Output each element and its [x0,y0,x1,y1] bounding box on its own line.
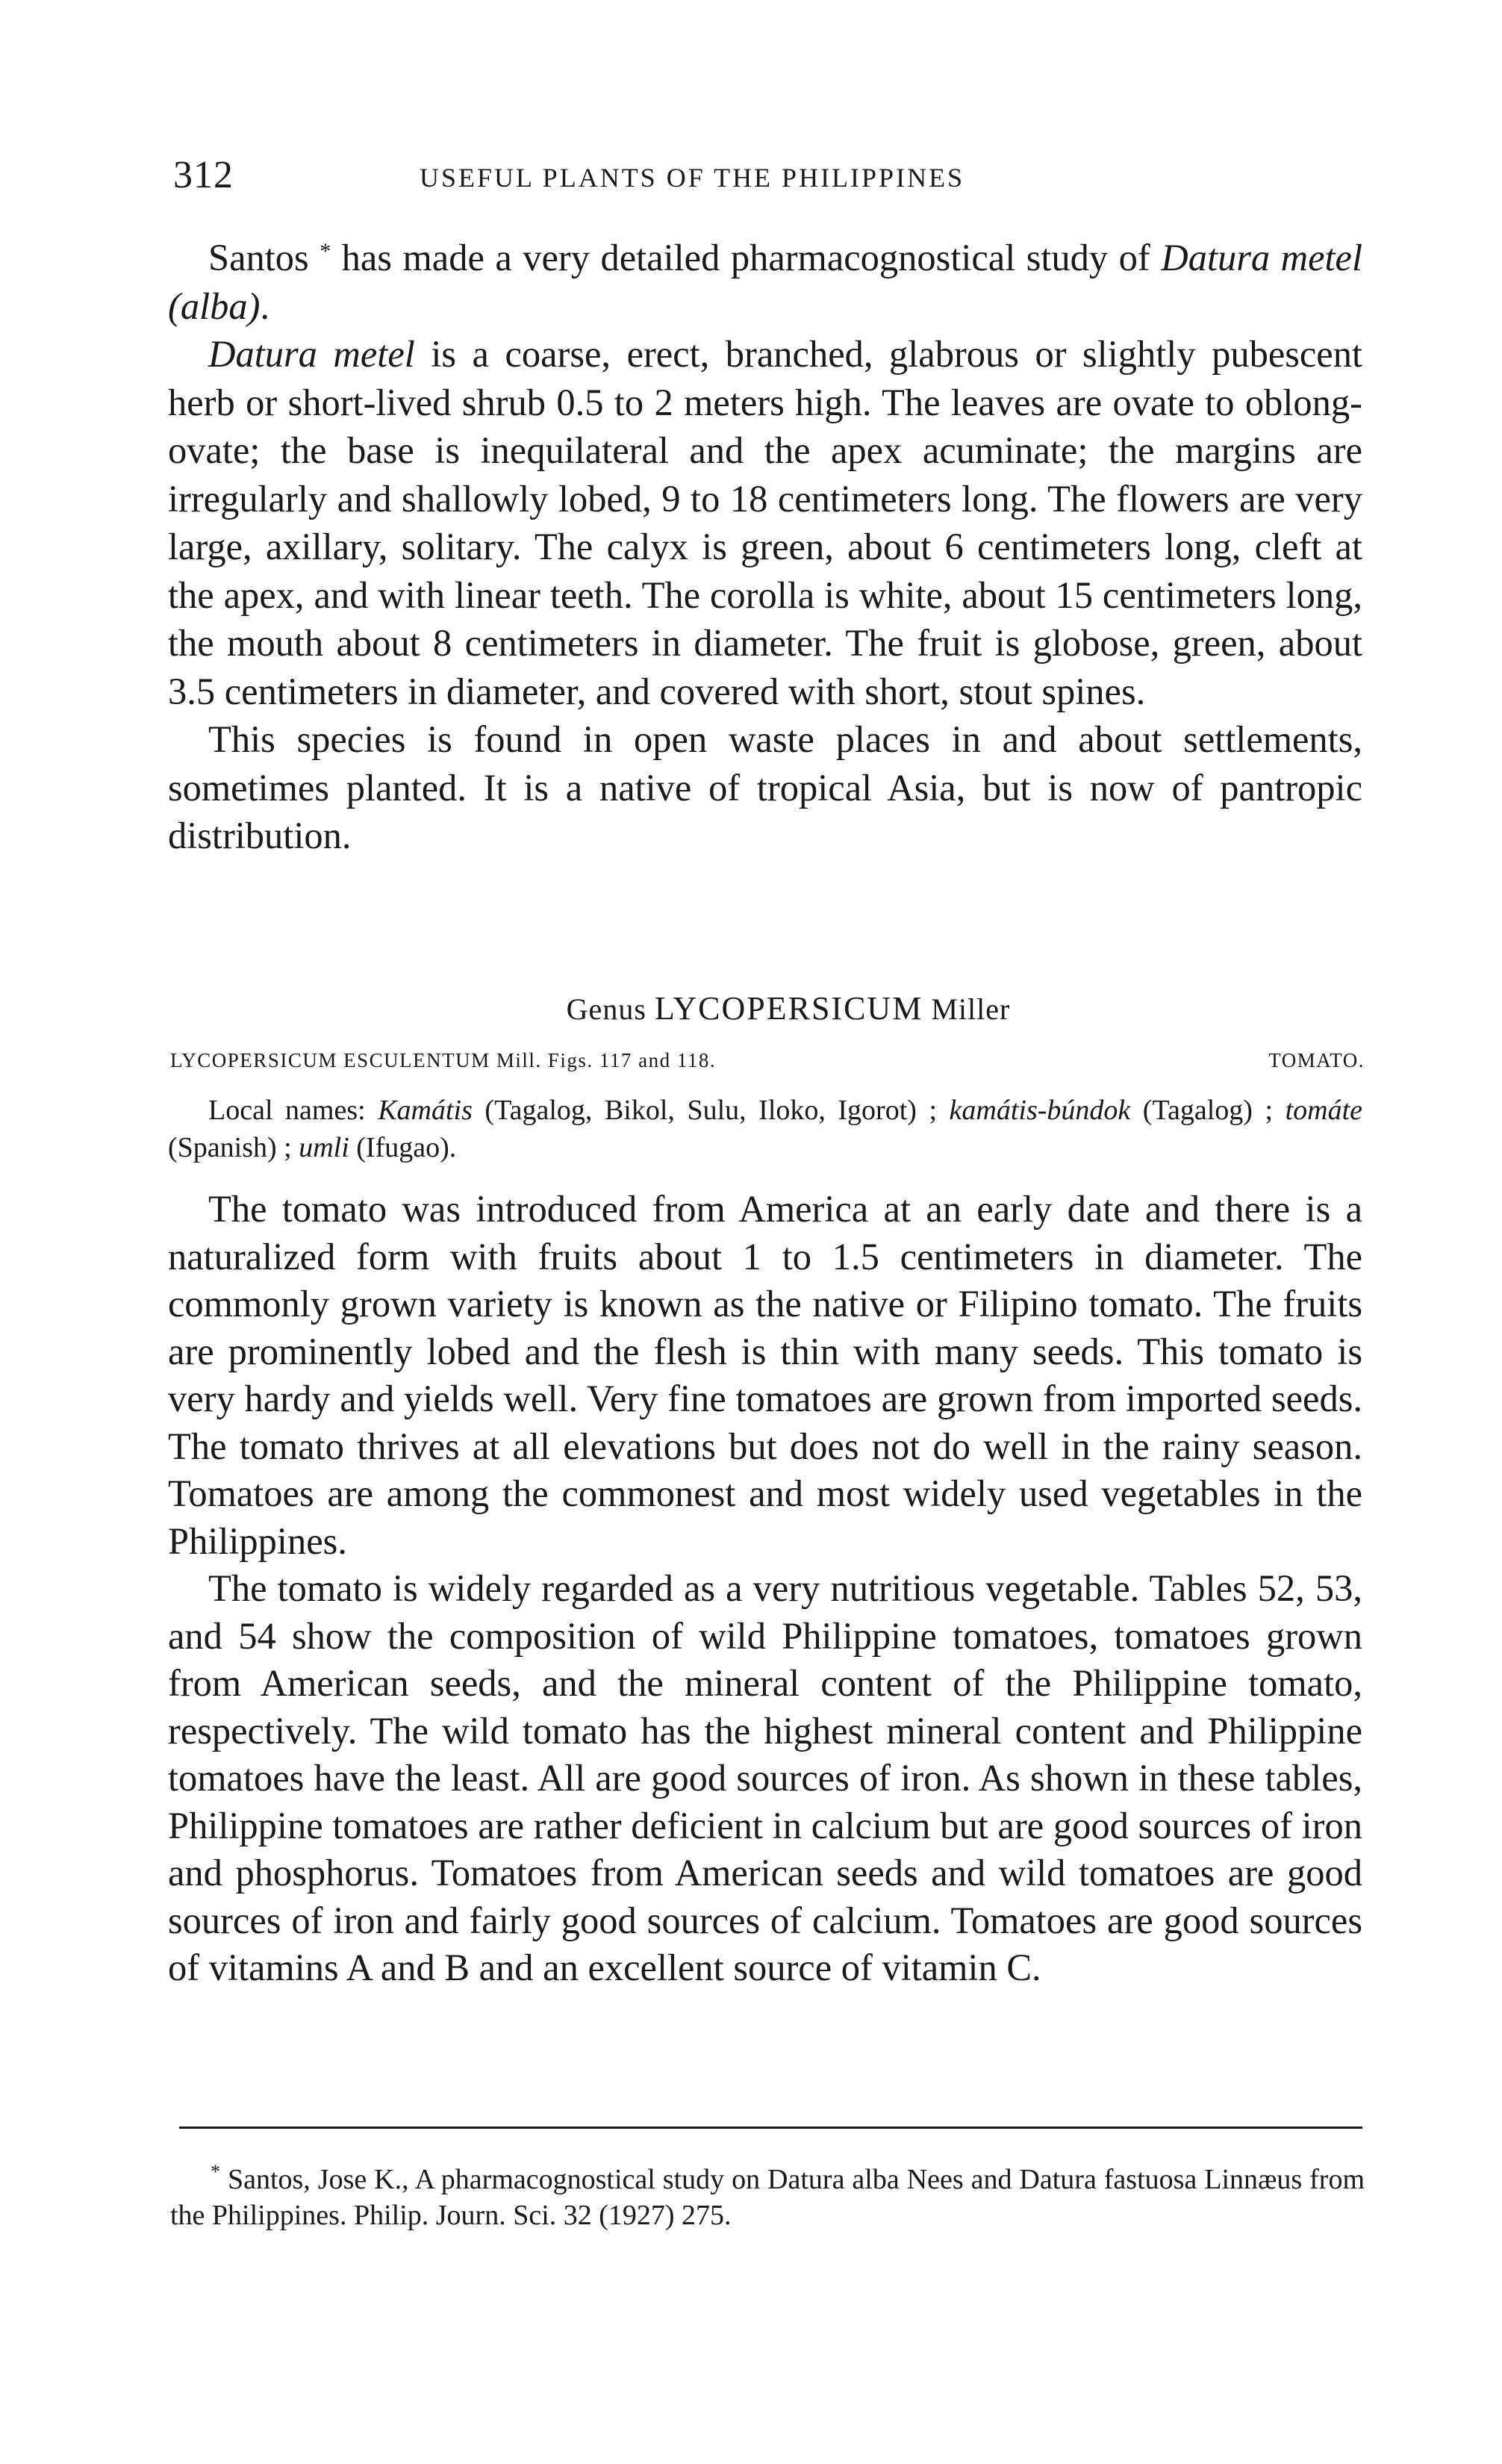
footnote-divider [179,2127,1362,2129]
local-names: Local names: Kamátis (Tagalog, Bikol, Sulu, Iloko, Igorot) ; kamátis-búndok (Tagalog) ; tomáte (Spanish) ; umli (Ifugao). [168,1095,1363,1163]
genus-author: Miller [931,992,1011,1026]
figure-reference[interactable]: Figs. 117 and 118. [547,1049,717,1071]
tomato-section [168,1186,1362,1992]
species-name: Datura metel (alba) [168,237,1362,327]
footnote [170,2154,1365,2233]
genus-label: Genus [566,992,646,1026]
running-title: USEFUL PLANTS OF THE PHILIPPINES [420,163,965,193]
footnote-text: Santos, Jose K., A pharmacognostical study on Datura alba Nees and Datura fastuosa Linnæus from the Philippines. Philip. Journ. Sci. 32 (1927) 275. [170,2164,1365,2231]
paragraph-tomato-nutrition: The tomato is widely regarded as a very nutritious vegetable. Tables 52, 53, and 54 show the composition of wild Philippine tomatoes, tomatoes grown from American seeds, and the mineral content of the Philippine tomato, respectively. The wild tomato has the highest mineral content and Philippine tomatoes have the least. All are good sources of iron. As shown in these tables, Philippine tomatoes are rather deficient in calcium but are good sources of iron and phosphorus. Tomatoes from American seeds and wild tomatoes are good sources of iron and fairly good sources of calcium. Tomatoes are good sources of vitamins A and B and an excellent source of vitamin C. [168,1567,1362,1988]
paragraph-datura-description: Datura metel is a coarse, erect, branched, glabrous or slightly pubescent herb or short-lived shrub 0.5 to 2 meters high. The leaves are ovate to oblong-ovate; the base is inequilateral and the apex acuminate; the margins are irregularly and shallowly lobed, 9 to 18 centimeters long. The flowers are very large, axillary, solitary. The calyx is green, about 6 centimeters long, cleft at the apex, and with linear teeth. The corolla is white, about 15 centimeters long, the mouth about 8 centimeters in diameter. The fruit is globose, green, about 3.5 centimeters in diameter, and covered with short, stout spines. [168,333,1362,712]
genus-name: LYCOPERSICUM [654,990,923,1027]
paragraph-datura-distribution: This species is found in open waste places in and about settlements, sometimes planted. It is a native of tropical Asia, but is now of pantropic distribution. [168,718,1362,856]
page-number: 312 [173,154,234,196]
genus-heading [0,989,1502,1027]
species-heading-name: LYCOPERSICUM ESCULENTUM [170,1049,490,1071]
species-name: Datura metel [208,333,415,375]
species-heading [170,1049,1365,1079]
running-header [173,153,1353,205]
datura-section [168,228,1362,860]
paragraph-santos-study: Santos * has made a very detailed pharmacognostical study of Datura metel (alba). [168,237,1362,327]
footnote-reference-mark[interactable]: * [320,239,331,264]
common-name: TOMATO. [1268,1049,1365,1071]
paragraph-tomato-introduction: The tomato was introduced from America at an early date and there is a naturalized form with fruits about 1 to 1.5 centimeters in diameter. The commonly grown variety is known as the native or Filipino tomato. The fruits are prominently lobed and the flesh is thin with many seeds. This tomato is very hardy and yields well. Very fine tomatoes are grown from imported seeds. The tomato thrives at all elevations but does not do well in the rainy season. Tomatoes are among the commonest and most widely used vegetables in the Philippines. [168,1188,1362,1562]
species-heading-author: Mill. [496,1049,542,1071]
footnote-mark: * [211,2161,220,2183]
